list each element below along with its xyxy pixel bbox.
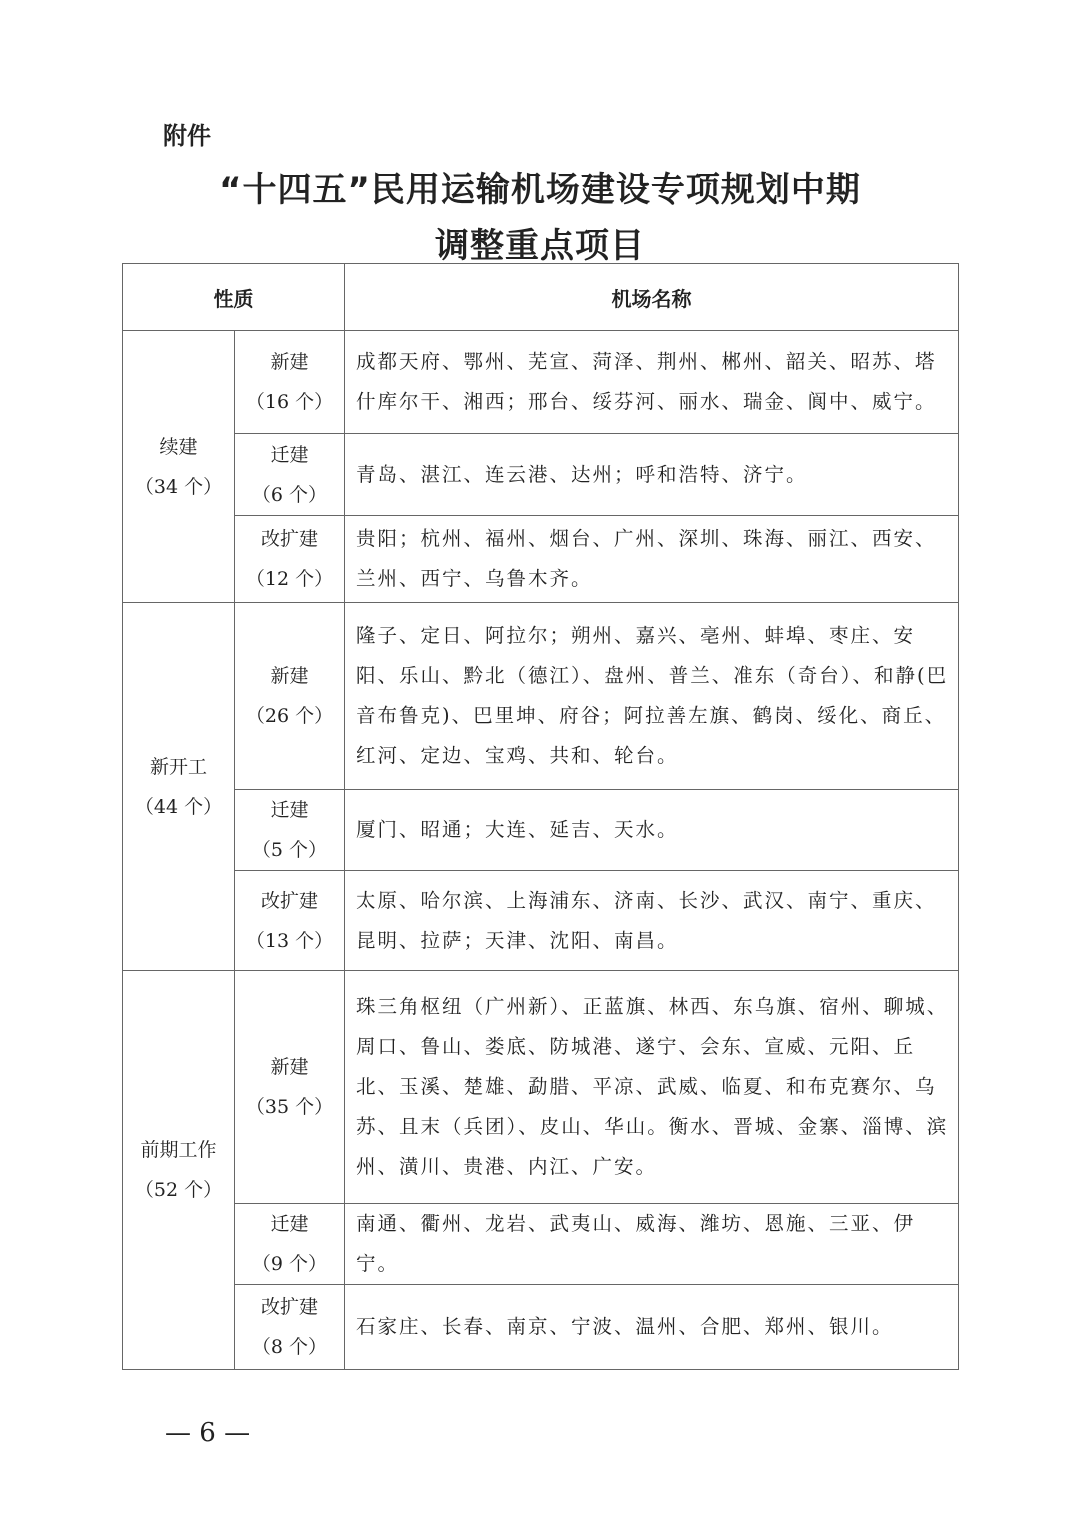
airport-projects-table (122, 263, 959, 1370)
airport-names: 太原、哈尔滨、上海浦东、济南、长沙、武汉、南宁、重庆、昆明、拉萨；天津、沈阳、南昌。 (345, 871, 959, 971)
type-count: （9 个） (251, 1253, 328, 1275)
type-cell (235, 603, 345, 790)
type-label: 改扩建 (260, 1296, 318, 1318)
table-row (123, 603, 959, 790)
airport-names: 贵阳；杭州、福州、烟台、广州、深圳、珠海、丽江、西安、兰州、西宁、乌鲁木齐。 (345, 516, 959, 603)
type-cell (235, 1285, 345, 1370)
table-row (123, 1285, 959, 1370)
type-cell (235, 516, 345, 603)
document-title-line2: 调整重点项目 (435, 226, 645, 266)
type-count: （13 个） (245, 929, 334, 952)
type-label: 迁建 (270, 443, 309, 466)
type-cell (235, 971, 345, 1204)
document-title-line1: “十四五”民用运输机场建设专项规划中期 (219, 170, 861, 210)
airport-names: 厦门、昭通；大连、延吉、天水。 (345, 790, 959, 871)
airport-names: 珠三角枢纽（广州新）、正蓝旗、林西、东乌旗、宿州、聊城、周口、鲁山、娄底、防城港、遂宁、会东、宣威、元阳、丘北、玉溪、楚雄、勐腊、平凉、武威、临夏、和布克赛尔、乌苏、且末（兵团）、皮山、华山。衡水、晋城、金寨、淄博、滨州、潢川、贵港、内江、广安。 (345, 971, 959, 1204)
page-number: — 6 — (165, 1418, 251, 1448)
airport-names: 石家庄、长春、南京、宁波、温州、合肥、郑州、银川。 (345, 1285, 959, 1370)
category-label: 续建 (159, 435, 198, 458)
airport-names: 成都天府、鄂州、芜宣、菏泽、荆州、郴州、韶关、昭苏、塔什库尔干、湘西；邢台、绥芬河、丽水、瑞金、阆中、威宁。 (345, 331, 959, 434)
table-row (123, 1204, 959, 1285)
table-row (123, 871, 959, 971)
type-cell (235, 434, 345, 516)
category-cell (123, 603, 235, 971)
category-label: 新开工 (149, 755, 207, 778)
type-label: 新建 (270, 351, 309, 373)
type-count: （5 个） (251, 839, 328, 861)
category-label: 前期工作 (140, 1139, 217, 1161)
type-cell (235, 1204, 345, 1285)
airport-names: 青岛、湛江、连云港、达州；呼和浩特、济宁。 (345, 434, 959, 516)
category-count: （34 个） (134, 475, 223, 498)
type-cell (235, 331, 345, 434)
type-cell (235, 790, 345, 871)
table-row (123, 516, 959, 603)
table-row (123, 790, 959, 871)
header-nature: 性质 (123, 264, 345, 331)
table-row (123, 331, 959, 434)
type-count: （16 个） (245, 391, 334, 413)
airport-names: 南通、衢州、龙岩、武夷山、威海、潍坊、恩施、三亚、伊宁。 (345, 1204, 959, 1285)
type-label: 改扩建 (260, 528, 318, 550)
type-label: 迁建 (270, 799, 309, 821)
type-count: （8 个） (251, 1336, 328, 1358)
category-count: （44 个） (134, 795, 223, 818)
category-cell (123, 331, 235, 603)
type-count: （12 个） (245, 568, 334, 590)
category-count: （52 个） (134, 1179, 223, 1201)
table-row (123, 971, 959, 1204)
type-label: 新建 (270, 1056, 309, 1078)
type-count: （35 个） (245, 1096, 334, 1118)
type-label: 新建 (270, 665, 309, 687)
category-cell (123, 971, 235, 1370)
type-count: （26 个） (245, 705, 334, 727)
header-airport-name: 机场名称 (345, 264, 959, 331)
airport-names: 隆子、定日、阿拉尔；朔州、嘉兴、亳州、蚌埠、枣庄、安阳、乐山、黔北（德江）、盘州、普兰、准东（奇台）、和静(巴音布鲁克)、巴里坤、府谷；阿拉善左旗、鹤岗、绥化、商丘、红河、定边、宝鸡、共和、轮台。 (345, 603, 959, 790)
table-header-row (123, 264, 959, 331)
table-row (123, 434, 959, 516)
type-cell (235, 871, 345, 971)
type-label: 改扩建 (260, 889, 318, 912)
type-label: 迁建 (270, 1213, 309, 1235)
type-count: （6 个） (251, 483, 328, 506)
attachment-label: 附件 (163, 122, 211, 150)
